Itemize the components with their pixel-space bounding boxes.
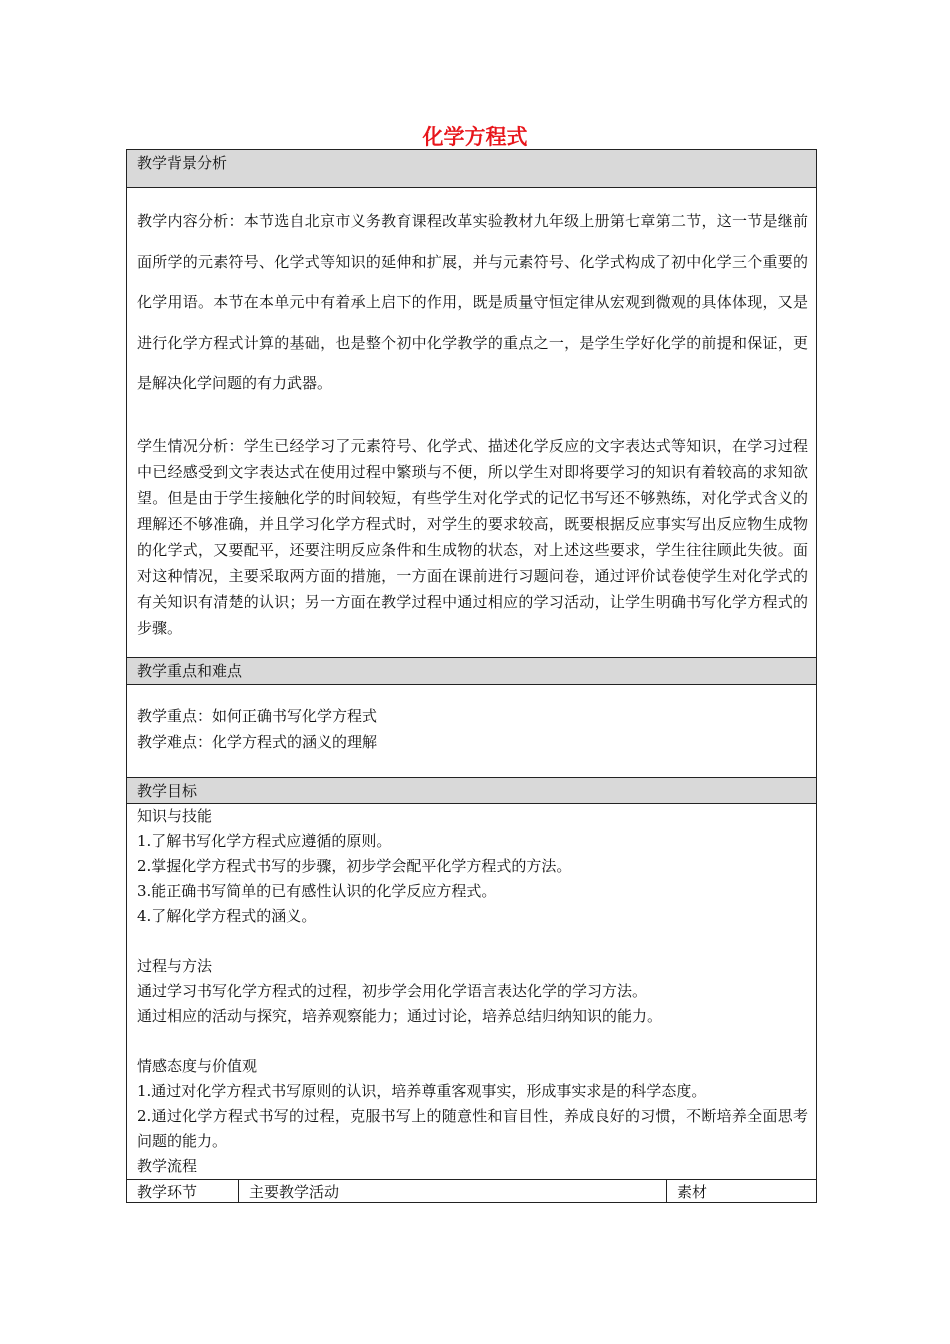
flow-table-header [127, 1179, 816, 1203]
knowledge-item: 1.了解书写化学方程式应遵循的原则。 [137, 832, 392, 850]
background-heading: 教学背景分析 [127, 150, 816, 188]
knowledge-item: 3.能正确书写简单的已有感性认识的化学反应方程式。 [137, 882, 497, 900]
flow-title: 教学流程 [137, 1157, 198, 1175]
knowledge-title: 知识与技能 [137, 807, 213, 825]
lesson-plan-table [126, 149, 817, 1203]
key-points-heading: 教学重点和难点 [127, 657, 816, 685]
attitude-item: 1.通过对化学方程式书写原则的认识，培养尊重客观事实，形成事实求是的科学态度。 [137, 1082, 707, 1100]
content-analysis [127, 201, 816, 404]
knowledge-item: 2.掌握化学方程式书写的步骤，初步学会配平化学方程式的方法。 [137, 857, 572, 875]
knowledge-item: 4.了解化学方程式的涵义。 [137, 907, 317, 925]
key-point: 教学重点：如何正确书写化学方程式 [137, 707, 378, 725]
col-stage: 教学环节 [137, 1183, 198, 1201]
col-material: 素材 [666, 1180, 816, 1203]
key-points-body [127, 703, 816, 755]
goals-body [127, 804, 816, 1179]
student-analysis-text: 学生情况分析：学生已经学习了元素符号、化学式、描述化学反应的文字表达式等知识，在学习过程中已经感受到文字表达式在使用过程中繁琐与不便，所以学生对即将要学习的知识有着较高的求知欲望。但是由于学生接触化学的时间较短，有些学生对化学式的记忆书写还不够熟练，对化学式含义的理解还不够准确，并且学习化学方程式时，对学生的要求较高，既要根据反应事实写出反应物生成物的化学式，又要配平，还要注明反应条件和生成物的状态，对上述这些要求，学生往往顾此失彼。面对这种情况，主要采取两方面的措施，一方面在课前进行习题问卷，通过评价试卷使学生对化学式的有关知识有清楚的认识；另一方面在教学过程中通过相应的学习活动，让学生明确书写化学方程式的步骤。 [137, 437, 808, 637]
process-item: 通过学习书写化学方程式的过程，初步学会用化学语言表达化学的学习方法。 [137, 982, 648, 1000]
goals-heading: 教学目标 [127, 777, 816, 804]
process-title: 过程与方法 [137, 957, 213, 975]
process-item: 通过相应的活动与探究，培养观察能力；通过讨论，培养总结归纳知识的能力。 [137, 1007, 663, 1025]
page-title: 化学方程式 [422, 125, 528, 149]
attitude-title: 情感态度与价值观 [137, 1057, 258, 1075]
col-activity: 主要教学活动 [238, 1180, 666, 1203]
content-analysis-text: 教学内容分析：本节选自北京市义务教育课程改革实验教材九年级上册第七章第二节，这一节是继前面所学的元素符号、化学式等知识的延伸和扩展，并与元素符号、化学式构成了初中化学三个重要的化学用语。本节在本单元中有着承上启下的作用，既是质量守恒定律从宏观到微观的具体体现，又是进行化学方程式计算的基础，也是整个初中化学教学的重点之一，是学生学好化学的前提和保证，更是解决化学问题的有力武器。 [137, 212, 808, 393]
attitude-item: 2.通过化学方程式书写的过程，克服书写上的随意性和盲目性，养成良好的习惯，不断培养全面思考问题的能力。 [137, 1107, 808, 1150]
student-analysis [127, 433, 816, 641]
difficulty: 教学难点：化学方程式的涵义的理解 [137, 733, 378, 751]
